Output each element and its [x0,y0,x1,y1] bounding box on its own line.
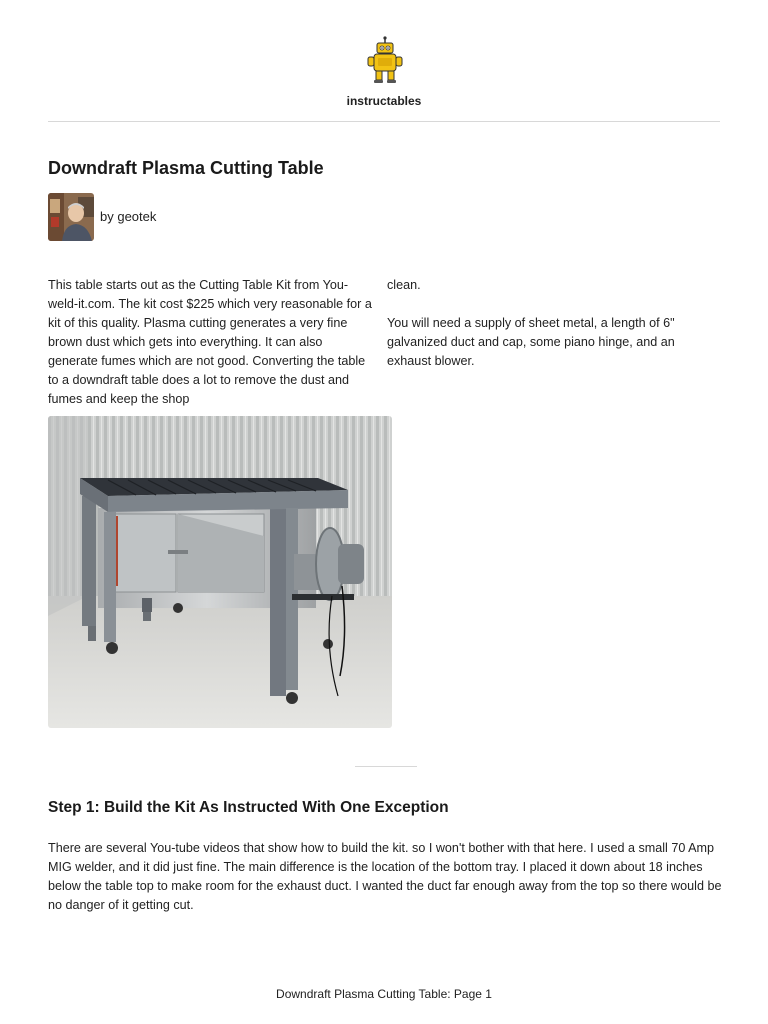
intro-paragraph-supplies: You will need a supply of sheet metal, a length of 6" galvanized duct and cap, some piano hinge, and an exhaust blower. [387,316,675,368]
step-1-title: Step 1: Build the Kit As Instructed With One Exception [48,799,449,816]
page-footer: Downdraft Plasma Cutting Table: Page 1 [276,987,492,1001]
step-1-text: There are several You-tube videos that show how to build the kit. so I won't bother with that here. I used a small 70 Amp MIG welder, and it did just fine. The main difference is the location of the bottom tray. I placed it down about 18 inches below the table top to make room for the exhaust duct. I wanted the duct far enough away from the top so there would be no danger of it getting cut. [48,841,722,912]
intro-text-column-1: This table starts out as the Cutting Table Kit from You-weld-it.com. The kit cost $225 which very reasonable for a kit of this quality. Plasma cutting generates a very fine brown dust which gets into everything. It can also generate fumes which are not good. Converting the table to a downdraft table does a lot to remove the dust and fumes and keep the shop [48,278,372,406]
brand-name[interactable]: instructables [346,94,422,108]
page-title: Downdraft Plasma Cutting Table [48,158,324,178]
section-divider [355,766,417,767]
intro-text-column-2 [387,276,717,390]
author-avatar[interactable] [48,193,94,241]
instructables-robot-icon[interactable] [364,36,406,86]
intro-paragraph-continuation: clean. [387,278,421,292]
author-byline[interactable]: by geotek [100,209,157,224]
cutting-table-photo[interactable] [48,416,392,728]
header-divider [48,121,720,122]
